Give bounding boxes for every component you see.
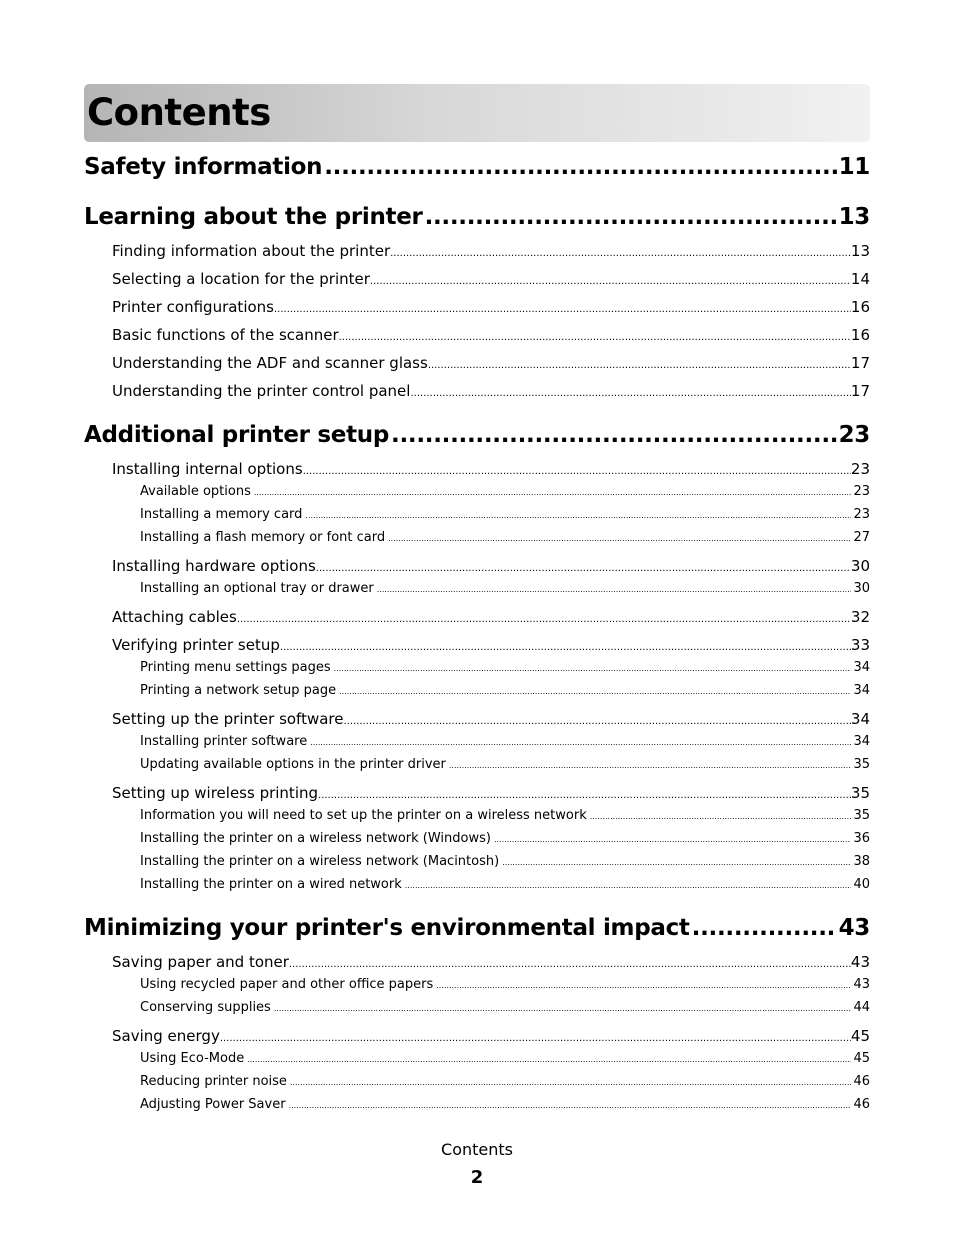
toc-entry-title: Setting up the printer software <box>112 710 344 728</box>
toc-entry-title: Installing the printer on a wired network <box>140 877 402 892</box>
toc-section[interactable] <box>112 636 870 654</box>
toc-chapter[interactable] <box>84 915 870 941</box>
toc-entry-title: Installing printer software <box>140 734 308 749</box>
dot-leader <box>370 276 851 287</box>
dot-leader <box>692 915 837 941</box>
toc-subsection[interactable] <box>140 854 870 869</box>
toc-section[interactable] <box>112 242 870 260</box>
toc-entry-title: Installing internal options <box>112 460 303 478</box>
toc-page-number: 34 <box>853 660 870 675</box>
toc-entry-title: Attaching cables <box>112 608 237 626</box>
toc-entry-title: Installing hardware options <box>112 557 316 575</box>
toc-subsection[interactable] <box>140 1000 870 1015</box>
footer-page-number: 2 <box>470 1167 484 1188</box>
dot-leader <box>388 534 851 543</box>
toc-page-number: 33 <box>850 636 870 654</box>
toc-section[interactable] <box>112 1027 870 1045</box>
toc-section[interactable] <box>112 270 870 288</box>
dot-leader <box>334 664 852 673</box>
toc-subsection[interactable] <box>140 808 870 823</box>
toc-section[interactable] <box>112 460 870 478</box>
toc-page-number: 27 <box>853 530 870 545</box>
dot-leader <box>502 858 851 867</box>
toc-page-number: 13 <box>838 204 870 230</box>
toc-page-number: 38 <box>853 854 870 869</box>
toc-entry-title: Finding information about the printer <box>112 242 391 260</box>
dot-leader <box>425 204 837 230</box>
toc-page-number: 43 <box>838 915 870 941</box>
dot-leader <box>289 1101 852 1110</box>
toc-page-number: 16 <box>850 298 870 316</box>
toc-page-number: 13 <box>850 242 870 260</box>
dot-leader <box>290 1078 852 1087</box>
dot-leader <box>280 642 851 653</box>
dot-leader <box>274 1004 852 1013</box>
toc-page-number: 43 <box>853 977 870 992</box>
toc-page-number: 32 <box>850 608 870 626</box>
dot-leader <box>324 154 836 180</box>
dot-leader <box>289 959 851 970</box>
toc-subsection[interactable] <box>140 530 870 545</box>
toc-entry-title: Understanding the printer control panel <box>112 382 411 400</box>
toc-entry-title: Installing a memory card <box>140 507 303 522</box>
toc-entry-title: Saving energy <box>112 1027 220 1045</box>
toc-entry-title: Verifying printer setup <box>112 636 280 654</box>
toc-page-number: 30 <box>853 581 870 596</box>
toc-section[interactable] <box>112 354 870 372</box>
toc-entry-title: Basic functions of the scanner <box>112 326 339 344</box>
toc-entry-title: Installing the printer on a wireless network (Macintosh) <box>140 854 500 869</box>
toc-page-number: 23 <box>850 460 870 478</box>
toc-entry-title: Reducing printer noise <box>140 1074 287 1089</box>
toc-section[interactable] <box>112 382 870 400</box>
toc-subsection[interactable] <box>140 683 870 698</box>
toc-entry-title: Using Eco-Mode <box>140 1051 245 1066</box>
toc-page-number: 35 <box>853 757 870 772</box>
dot-leader <box>247 1055 851 1064</box>
toc-page-number: 11 <box>838 154 870 180</box>
dot-leader <box>390 248 851 259</box>
dot-leader <box>310 738 851 747</box>
dot-leader <box>339 332 851 343</box>
dot-leader <box>449 761 852 770</box>
toc-entry-title: Printer configurations <box>112 298 274 316</box>
toc-page-number: 34 <box>853 734 870 749</box>
toc-subsection[interactable] <box>140 1051 870 1066</box>
toc-entry-title: Updating available options in the printer driver <box>140 757 446 772</box>
toc-entry-title: Saving paper and toner <box>112 953 289 971</box>
dot-leader <box>494 835 851 844</box>
toc-entry-title: Minimizing your printer's environmental impact <box>84 915 690 941</box>
toc-page-number: 34 <box>850 710 870 728</box>
toc-page-number: 40 <box>853 877 870 892</box>
toc-page-number: 23 <box>853 507 870 522</box>
toc-subsection[interactable] <box>140 1097 870 1112</box>
toc-chapter[interactable] <box>84 154 870 180</box>
dot-leader <box>220 1033 851 1044</box>
toc-page-number: 34 <box>853 683 870 698</box>
toc-section[interactable] <box>112 557 870 575</box>
toc-entry-title: Learning about the printer <box>84 204 423 230</box>
toc-entry-title: Information you will need to set up the printer on a wireless network <box>140 808 587 823</box>
toc-section[interactable] <box>112 710 870 728</box>
toc-entry-title: Additional printer setup <box>84 422 390 448</box>
toc-entry-title: Selecting a location for the printer <box>112 270 370 288</box>
toc-entry-title: Installing a flash memory or font card <box>140 530 386 545</box>
toc-page-number: 23 <box>853 484 870 499</box>
toc-subsection[interactable] <box>140 757 870 772</box>
toc-page-number: 46 <box>853 1074 870 1089</box>
footer-section-label: Contents <box>441 1140 513 1159</box>
toc-page-number: 44 <box>853 1000 870 1015</box>
dot-leader <box>303 466 851 477</box>
dot-leader <box>254 488 852 497</box>
dot-leader <box>405 881 852 890</box>
toc-page-number: 36 <box>853 831 870 846</box>
toc-subsection[interactable] <box>140 977 870 992</box>
toc-page-number: 43 <box>850 953 870 971</box>
toc-subsection[interactable] <box>140 877 870 892</box>
toc-section[interactable] <box>112 298 870 316</box>
toc-entry-title: Installing an optional tray or drawer <box>140 581 374 596</box>
toc-subsection[interactable] <box>140 1074 870 1089</box>
toc-section[interactable] <box>112 608 870 626</box>
toc-page-number: 30 <box>850 557 870 575</box>
dot-leader <box>305 511 851 520</box>
toc-page-number: 23 <box>838 422 870 448</box>
toc-page-number: 45 <box>850 1027 870 1045</box>
toc-subsection[interactable] <box>140 507 870 522</box>
toc-page-number: 16 <box>850 326 870 344</box>
toc-section[interactable] <box>112 784 870 802</box>
toc-chapter[interactable] <box>84 422 870 448</box>
toc-entry-title: Printing a network setup page <box>140 683 337 698</box>
dot-leader <box>274 304 851 315</box>
toc-entry-title: Available options <box>140 484 251 499</box>
page-title: Contents <box>87 91 271 134</box>
dot-leader <box>316 563 851 574</box>
toc-chapter[interactable] <box>84 204 870 230</box>
toc-section[interactable] <box>112 953 870 971</box>
toc-entry-title: Setting up wireless printing <box>112 784 319 802</box>
toc-subsection[interactable] <box>140 484 870 499</box>
dot-leader <box>410 388 850 399</box>
toc-page-number: 17 <box>850 354 870 372</box>
dot-leader <box>339 687 851 696</box>
toc-subsection[interactable] <box>140 734 870 749</box>
toc-entry-title: Using recycled paper and other office papers <box>140 977 434 992</box>
dot-leader <box>428 360 851 371</box>
dot-leader <box>318 790 851 801</box>
toc-entry-title: Understanding the ADF and scanner glass <box>112 354 428 372</box>
dot-leader <box>590 812 852 821</box>
dot-leader <box>343 716 850 727</box>
dot-leader <box>436 981 851 990</box>
toc-page-number: 35 <box>853 808 870 823</box>
toc-entry-title: Conserving supplies <box>140 1000 271 1015</box>
toc-entry-title: Adjusting Power Saver <box>140 1097 286 1112</box>
toc-entry-title: Safety information <box>84 154 323 180</box>
toc-page-number: 46 <box>853 1097 870 1112</box>
toc-page-number: 14 <box>850 270 870 288</box>
toc-subsection[interactable] <box>140 581 870 596</box>
toc-subsection[interactable] <box>140 660 870 675</box>
dot-leader <box>237 614 851 625</box>
toc-entry-title: Installing the printer on a wireless network (Windows) <box>140 831 491 846</box>
toc-page-number: 45 <box>853 1051 870 1066</box>
toc-entry-title: Printing menu settings pages <box>140 660 331 675</box>
toc-section[interactable] <box>112 326 870 344</box>
toc-page-number: 17 <box>850 382 870 400</box>
dot-leader <box>377 585 852 594</box>
dot-leader <box>391 422 837 448</box>
toc-page-number: 35 <box>850 784 870 802</box>
toc-subsection[interactable] <box>140 831 870 846</box>
